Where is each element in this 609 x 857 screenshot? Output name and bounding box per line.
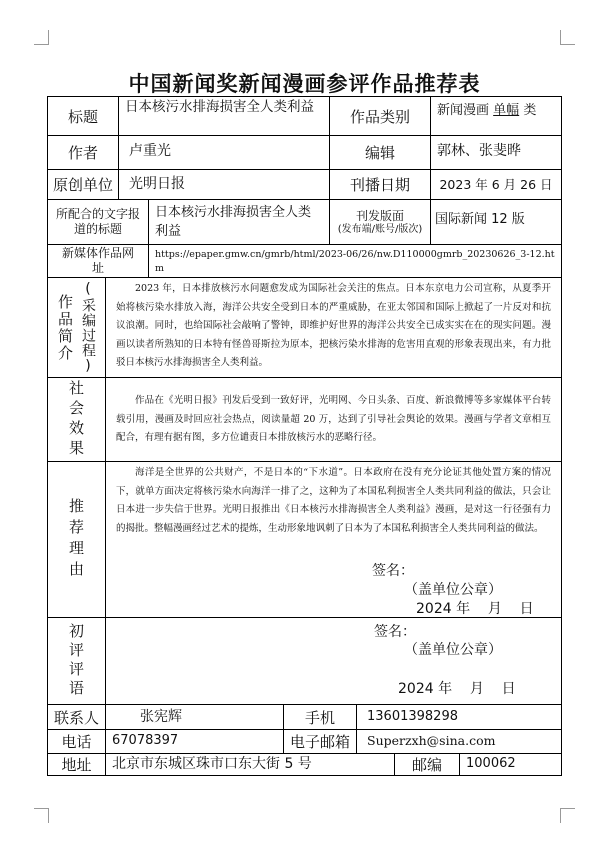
page-title: 中国新闻奖新闻漫画参评作品推荐表 [128,72,481,96]
recommend-label-text: 推荐理由 [67,497,85,582]
editor-label: 编辑 [329,135,431,170]
page-label-main: 刊发版面 [355,208,404,223]
crop-mark-bottom-left [34,808,49,823]
tel-label: 电话 [47,729,106,754]
url-value[interactable]: https://epaper.gmw.cn/gmrb/html/2023-06/26/nw.D110000gmrb_20230626_3-12.htm [148,244,562,278]
recommend-date: 2024 年 月 日 [416,601,534,617]
recommend-sign: 签名： [372,563,414,579]
address-label: 地址 [47,753,106,776]
review-date: 2024 年 月 日 [398,681,516,697]
category-label: 作品类别 [329,96,431,136]
editor-value: 郭林、张斐晔 [430,135,562,170]
text-report-value: 日本核污水排海损害全人类利益 [148,199,330,245]
category-prefix: 新闻漫画 [437,103,490,118]
mobile-value: 13601398298 [356,704,562,730]
recommend-box [105,461,562,618]
page-label [329,199,431,245]
review-box [105,617,562,705]
page-value: 国际新闻 12 版 [430,199,562,245]
url-label: 新媒体作品网址 [47,244,149,278]
intro-label-sub: (采编过程) [80,280,96,375]
mobile-label: 手机 [283,704,357,730]
author-value: 卢重光 [118,135,330,170]
pub-date-value: 2023 年 6 月 26 日 [430,169,562,200]
work-title-label: 标题 [47,96,119,136]
review-label-text: 初评评语 [67,623,85,699]
contact-person-label: 联系人 [47,704,106,730]
contact-person-value: 张宪辉 [105,704,284,730]
category-mid: 单幅 [493,103,520,118]
text-report-label: 所配合的文字报道的标题 [47,199,149,245]
intro-text: 2023 年，日本排放核污水问题愈发成为国际社会关注的焦点。日本东京电力公司宣称，从夏季开始将核污染水排放入海，海洋公共安全受到日本的严重威胁，在亚太邻国和国际上掀起了一片反对和抗议浪潮。同时，也给国际社会敲响了警钟，即维护好世界的海洋公共安全已成实实在在的现实问题。漫画以读者所熟知的日本特有怪兽哥斯拉为原本，把核污染水排海的危害用直观的形象表现出来，有力批驳日本核污水排海损害全人类利益。 [105,277,562,378]
review-label [47,617,106,705]
effect-label-text: 社会效果 [67,379,85,460]
intro-label [47,277,106,378]
page-label-sub: (发布端/账号/版次) [337,223,423,235]
recommend-seal: （盖单位公章） [404,582,502,598]
review-seal: （盖单位公章） [404,642,502,658]
address-value: 北京市东城区珠市口东大街 5 号 [105,753,395,776]
pub-date-label: 刊播日期 [329,169,431,200]
crop-mark-top-right [560,30,575,45]
crop-mark-bottom-right [560,808,575,823]
email-label: 电子邮箱 [283,729,357,754]
email-value[interactable]: Superzxh@sina.com [356,729,562,754]
work-title-value: 日本核污水排海损害全人类利益 [118,96,330,136]
effect-text: 作品在《光明日报》刊发后受到一致好评，光明网、今日头条、百度、新浪微博等多家媒体平台转载引用，漫画及时回应社会热点，阅读量超 20 万，达到了引导社会舆论的效果。漫画与学者文章相互配合，有理有据有图，多方位谴责日本排放核污水的恶略行径。 [105,377,562,462]
review-sign: 签名： [374,624,416,640]
recommend-label [47,461,106,618]
category-suffix: 类 [523,103,537,118]
unit-label: 原创单位 [47,169,119,200]
unit-value: 光明日报 [118,169,330,200]
category-value [430,96,562,136]
zip-label: 邮编 [394,753,460,776]
crop-mark-top-left [34,30,49,45]
recommend-text: 海洋是全世界的公共财产，不是日本的“下水道”。日本政府在没有充分论证其他处置方案的情况下，就单方面决定将核污染水向海洋一排了之，这种为了本国私利损害全人类共同利益的做法，只会让日本进一步失信于世界。光明日报推出《日本核污水排海损害全人类利益》漫画，是对这一行径强有力的揭批。整幅漫画经过艺术的提炼，生动形象地讽刺了日本为了本国私利损害全人类共同利益的做法。 [116,467,551,534]
tel-value: 67078397 [105,729,284,754]
intro-label-main: 作品简介 [56,293,74,362]
effect-label [47,377,106,462]
author-label: 作者 [47,135,119,170]
zip-value: 100062 [459,753,562,776]
